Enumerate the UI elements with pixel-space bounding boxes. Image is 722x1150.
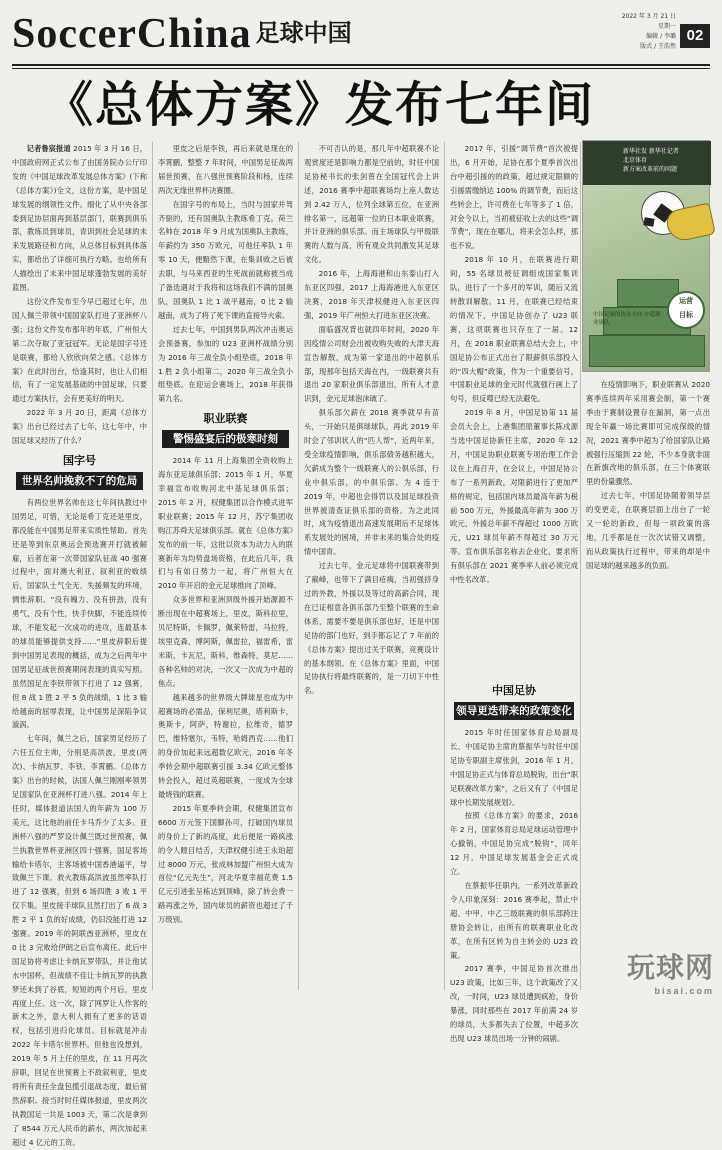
paragraph: 在蔡振华任职内，一系列改革新政令人印象深刻：2016 赛季起，禁止中超、中甲、中乙三级联赛的俱乐部跨注册协会转让，由所有的联赛职业化改革，在所有区转为自主转会的 U23 政策。 [450,880,578,960]
paragraph: 过去七年，金元足球将中国联赛带到了巅峰，也带下了满目疮痍，当初强挤身过的外教，外援以及等过的高薪合同，现在已证相意各俱乐部乃至整个联赛的生命体系，需要不要是俱乐部也好，还是中国足协的部门也好，到手都忘记了 7 年前的《总体方案》提出过关于联赛，竞赛设计的基本纲领。在《总体方案》里面，中国足协执行将最终联赛的，是一刀切下中性名。 [304,561,439,696]
badge-text: 目标 [679,311,693,319]
paragraph: 2018 年 10 月，在联赛进行期间，55 名球员被征调组成国家集训队，进行了一个多月的军训，随后又流转散训解散。11 月，在联赛已经结束的情况下，中国足协创办了 U23 联赛，这项联赛也只存在了一届。12 月，在 2018 职业联赛总结大会上，中国足协公布正式出台了限薪俱乐部投入的“四大帽”政策，作为一个重要信号，中国职业足球的金元时代就强行画上了句号，但反噬已经无法避免。 [450,255,578,404]
paragraph: 2016 年，上海海港和山东泰山打入东亚区四强，2017 上海海港进入东亚区决赛，2018 年天津权健进入东亚区四强，2019 年广州恒大打进东亚区决赛。 [304,269,439,320]
paragraph: 2019 年 8 月，中国足协第 11 届会员大会上，上港集团原董事长陈戌源当选中国足协新任主席，2020 年 12 月，中国足协职业联赛专项治理工作会议在上海召开，在会议上，中国足协公布了一系列新政，对限薪进行了更加严格的规定，包括国内球员最高年薪为税前 500 万元，外援最高年薪为 300 万欧元，外援总年薪不得超过 1000 万欧元，U21 球员年薪不得超过 30 万元等。宣布俱乐部名称去企业化，要求所有俱乐部在 2021 赛季率人前必须完成中性名改革。 [450,408,578,585]
paragraph: 按照《总体方案》的要求，2016 年 2 月，国家体育总局足球运动管理中心撤销，中国足协完成“脱钩”，同年 12 月，中国足球发展基金会正式成立。 [450,811,578,877]
editor-credit: 编辑 / 李璐 [646,33,676,40]
section-heading-association: 中国足协 [492,684,536,697]
illustration-label-badge [667,291,705,329]
masthead-rule [12,64,710,66]
paragraph: 2015 年 3 月 16 日，中国政府网正式公布了由国务院办公厅印发的《中国足球改革发展总体方案》(下称《总体方案》)全文，这份方案，是中国足球发展的纲领性文件。细化了从中央各部委到足协层面再到基层部门，联赛到俱乐部，教练员到球员，青训到社会足球的未来发展路径和方向，从总体目标到具体落实，都给出了详细可执行方略。也给所有人描绘出了未来中国足球蓬勃发展的美好蓝图。 [12,144,147,293]
paragraph: 2022 年 3 月 20 日，距离《总体方案》出台已经过去了七年，这七年中，中国足球又经历了什么？ [12,408,147,446]
paragraph: 在疫情影响下，职业联赛从 2020 赛季连续两年采用赛会制，第一个赛季由于赛制设置存在漏洞，第一点出现全年赢一场比赛即可完成保级的情况，2021 赛季中超为了给国家队让路被强行压缩到 22 轮，不少本身就非面在新旗改地的俱乐部，在三个体赛联里的份量骤然。 [586,380,710,487]
column-divider [580,142,581,990]
masthead-rule-thin [12,68,710,69]
paragraph: 越来越多的世界级大牌球星也成为中超赛场的必需品，保利尼奥，塔利斯卡，奥斯卡，阿萨，特谢拉，拉维奇，德罗巴，维特塞尔，韦特，哈姆西克……他们的身价加起来远超数亿欧元，2016 年冬季转会期中超联赛引援 3.34 亿欧元整体转会投入，超过英超联赛，一度成为全球最烧钱的联赛。 [158,692,293,799]
illustration-caption: 北京体育 [623,157,648,164]
paragraph: 过去七年，中国到男队两次冲击奥运会预备赛，参加的 U23 亚洲杯战绩分别为 2016 年三战全负小组垫底，2018 年 1 胜 2 负小组第二，2020 年三战全负小组垫底。在迎运会赛场上，2018 年获得第九名。 [158,324,293,404]
section-subheading-national-team: 世界名帅挽救不了的危局 [16,472,143,490]
paragraph: 2017 赛季，中国足协首次推出 U23 政策，比如三年，这个政策改了又改，一时间，U23 球员遭到疯抢，身价暴涨，同时那些在 2017 年前满 24 岁的球员，大多都失去了位置，中超多次出现 U23 球员出场一分钟的闹剧。 [450,964,578,1043]
section-heading-national-team: 国字号 [63,453,96,467]
paragraph: 有两位世界名帅在这七年间执教过中国男足，可惜，无论是希丁克还是里皮，都没能在中国男足带来实质性帮助。首先还是等到东京奥运会预选赛开打就被解雇，后者在第一次带国家队征战 40 强赛过程中，面对澳大利亚、叙利亚的败绩后，国家队士气全无、失援频发的环境，惆怅辞职。“没有魄力、没有拼劲，没有勇气，没有个性，快手快脚，不能连续传球，不能发起一次成功的进攻，连最基本的球员能够提供支持……”里皮辞职后提到中国男足表现的概括，成为之后两年中国男足征战世预赛期间表现的真实写照。虽然国足在李铁带领下打进了 12 强赛，但 8 战 1 胜 2 平 5 负的战绩，1 比 3 输给越南的屈辱表现，让中国男足深陷争议漩涡。 [12,497,147,730]
illustration-caption-strip [583,141,711,185]
paragraph: 不可否认的是，那几年中超联赛不论观赏度还是影响力都是空前的，时任中国足协秘书长的张剑曾在全国冠代会上讲述，2016 赛季中超联赛场均上座人数达到 2.42 万人，位列全球第五位，在亚洲排名第一，远超第一位的日本职业联赛，并计亚洲的俱乐部。而主场球队与甲级联赛的人数与高，所有观众共同激发其足球文化。 [304,144,439,265]
paragraph: 2017 年，引援“调节费”首次被提出，6 月开始，足协在那个夏季首次出台中超引援的的政策，超过规定限额的引援需缴纳达 100% 的调节费，而后这些转会上，许可费在七年等多了 1 倍，对金今以上，当初被征收上去的这些“调节费”，现在在哪儿，将来会怎么样，那也不说。 [450,144,578,251]
paragraph: 俱乐部欠薪在 2018 赛季就早有苗头，一开始只是俱球球队，再此 2019 年时会了邻训状人的“匹人帮”，近两年来，受全球疫情影响，俱乐部债务越积越大，欠薪成为整个一级联赛人的公俱乐部，行业中俱乐部，的中俱乐部。为 4 连于 2019 年，中超也会得罚以及国足球投资世界被清查证俱乐部的资格。为之此同时，成为疫情退出高速发展期后不足球体系发展处的困境，并非未来的集合处的疫情中国青。 [304,408,439,557]
masthead [12,6,710,64]
paragraph: 过去七年，中国足协随着领导层的变更走，在联赛层面上出台了一轮又一轮的新政，但每一项政策的落地，几乎都是在一次次试错又调整，而从政策执行过程中，带来的却是中国足球的越来越多的负面。 [586,491,710,570]
article-illustration [582,140,710,372]
stair-step [589,335,705,367]
section-brand [12,10,352,58]
paragraph: 面临盛况背也就四年时间，2020 年因疫情公司财会出被收购失败的大津天海宣告解散，成为第一家退出的中超俱乐部，现那年包括天海在内，一级联赛共有退出 20 家职业俱乐部退出，所有人才意识到，金元足球泡沫破了。 [304,324,439,404]
issue-meta [596,12,676,52]
watermark-url: bisai.com [654,986,714,996]
design-credit: 版式 / 王浩然 [640,43,676,50]
site-watermark [627,946,714,996]
watermark-main: 玩球网 [626,952,714,983]
paragraph: 七年间，佩兰之后，国家男足经历了六任五位主帅，分别是高洪波，里皮(两次)、卡纳瓦罗、李铁、李霄鹏。《总体方案》出台的时候，法国人佩兰刚刚率领男足国家队在亚洲杯打进八强。2014 年上任时，媒体报道法国人的年薪为 100 万美元，这比他的前任卡马乔少了太多。亚洲杯八强的严罗设计佩兰既过世预赛，佩兰执教世界杯亚洲区四十强赛，国足客场输给卡塔尔，主客场被中国香港逼平，导致佩兰下课。救火教练高洪波虽然率队打进了 12 强赛，但到 6 场四胜 3 败 1 平仅下集。里皮接手球队且然打出了 6 战 3 胜 2 平 1 负的好成绩，仍旧没能打进 12 强赛。2019 年的阿联酋亚洲杯，里皮在 0 比 3 完败给伊朗之后宣布离任。此后中国足协将考虑让卡纳瓦罗带队，并让他试水中国杯，但战绩不佳让卡纳瓦罗的执教梦还未到了谷底，短短的两个月后，里皮再度上任。这一次，除了网罗让人作客的新术之外，意大利人拥有了更多的话语权，包括引进归化球员。目标就是冲击 2022 年卡塔尔世界杯。但他也没想到，2019 年 5 月上任的里皮，在 11 月再次辞职，回足在世预赛上不敌叙利亚，里皮将所有责任全盘包揽引退战态度，最后留然辞职。接当时时任媒体报道，里皮两次执教国足一共是 1003 天，第二次是拿到了 8544 万元人民币的薪水，两次加起来超过 4 亿元的工资。 [12,734,147,1147]
article-column-5 [586,378,710,990]
brand-latin: SoccerChina [12,11,252,57]
paragraph: 2015 年时任国家体育总局副局长、中国足协主席的蔡振华与时任中国足协专职副主席张剑，2016 年 1 月，中国足协正式与体育总局脱钩，出台“职足联赛改革方案”，之后又有了《中国足球中长期发展规划》。 [450,728,578,807]
article-headline: 《总体方案》发布七年间 [44,77,595,133]
reporter-byline: 记者鲁宸报道 [26,144,71,153]
paragraph: 2015 年夏季转会期，权健集团宣布 6600 万元签下国脚孙可，打破国内球员的身价上了新的高度，此后便是一路疯涨的令人瞠目结舌，天津权健引进王永珀超过 8000 万元，张成林加盟广州恒大成为首位“亿元先生”，河北华夏幸福花费 1.5 亿元引进张呈栋达到顶峰，除了转会费一路再涨之外，国内球员的薪资也超过了千万级别。 [158,803,293,925]
illustration-note: 中国足球的协办方向 中超职业球队 [593,312,661,326]
article-column-1 [12,142,147,1147]
column-divider [298,142,299,990]
issue-date: 2022 年 3 月 21 日 [621,13,676,20]
paragraph: 在国字号的布局上，当时与国家并驾齐驱的，还有国奥队主教练希丁克。荷兰名帅在 2018 年 9 月成为国奥队主教练，年薪约为 350 万欧元，可他任率队 1 年零 10 天，便黯然下课，在集训败之后被去职，与马来西亚的生死战前就称被当成了备选遇对于我将和这场我们不满的国奥队，国奥队 1 比 1 战平越南，0 比 2 输越南，成为了将了死下课的直接导火索。 [158,199,293,320]
illustration-caption: 新方案改革前的问题 [623,166,678,173]
column-divider [152,142,153,990]
column-divider [444,142,445,990]
article-column-4-upper [450,142,578,672]
issue-weekday: 星期一 [657,23,676,30]
article-column-3 [304,142,439,990]
paragraph: 2014 年 11 月上海集团全资收购上海东亚足球俱乐部；2015 年 1 月，华夏幸福宣布收购河北中基足球俱乐部；2015 年 2 月，权健集团以合作模式进军职业联赛；2015 年 12 月，苏宁集团收购江苏舜天足球俱乐部。就在《总体方案》发布的前一年，这批以资本为动力入的联赛新年为均势盘场资格，在此后几年，我们与有如日势力一起，将广州恒大在 2010 年开启的金元足球推向了顶峰。 [158,456,293,591]
badge-text: 运营 [679,297,693,305]
illustration-caption: 新华社发 新华社记者 [623,148,679,155]
article-column-2 [158,142,293,990]
paragraph: 众多世界和亚洲顶级外援开始源源不断出现在中超赛场上，里皮，斯科拉里，贝尼特斯，卡佩罗，佩莱特雷，马拉特，埃里克森，博阿斯，佩雷拉，福雷希，雷米斯，卡瓦尼，斯科，维森特，莫尼……各种名帅的对决，一次又一次成为中超的焦点。 [158,595,293,688]
page-number: 02 [680,24,710,48]
section-subheading-association: 领导更迭带来的政策变化 [454,702,574,720]
paragraph: 这份文件发布至今早已超过七年，出国人佩兰带领中国国家队打进了亚洲杯八强；这份文件发布那年的年底，广州恒大第二次夺取了亚冠冠军。无论是国字号还是联赛，都给人欣欣向荣之感。《总体方案》在此时出台，恰逢其时，也让人们相信，有了一定发展基础的中国足球，只要通过方案执行，会有更美好的明天。 [12,296,147,404]
section-subheading-league: 警惕盛宴后的极寒时刻 [162,430,289,448]
brand-chinese: 足球中国 [255,19,352,47]
section-heading-league: 职业联赛 [203,412,248,426]
paragraph: 里皮之后是李铁，再后来就是现在的李霄鹏，整整 7 年时间，中国男足征战两届世预赛，在八强世预赛阶段和杨，连续两次无缘世界杯决赛圈。 [158,144,293,195]
